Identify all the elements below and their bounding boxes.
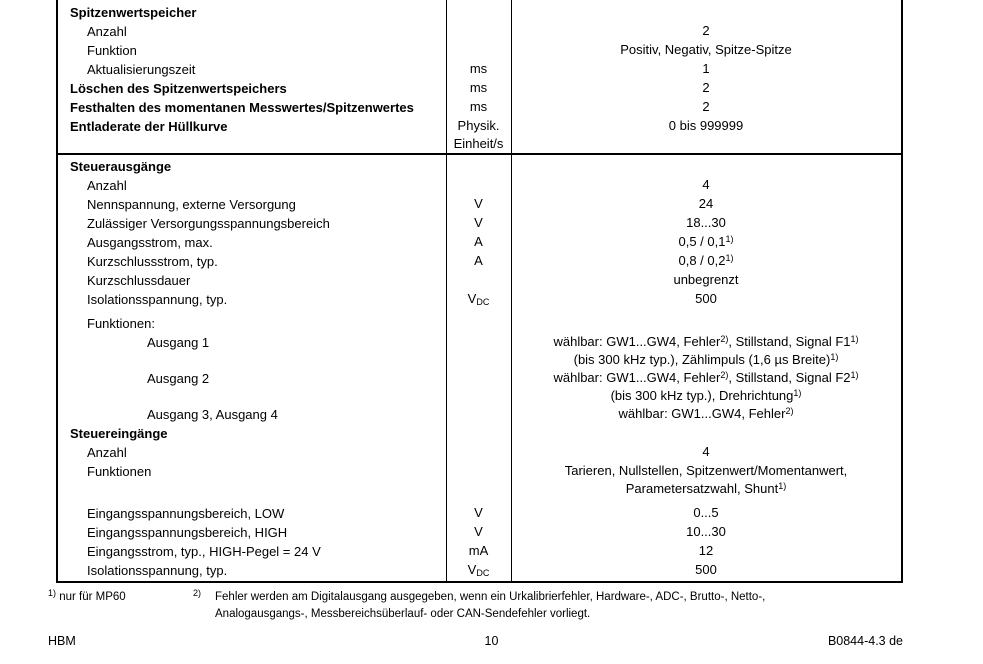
row-label: Anzahl (87, 24, 127, 39)
footnote-2-marker: 2) (193, 587, 202, 598)
row-unit: A (474, 253, 483, 268)
row-label: Ausgang 2 (147, 371, 210, 386)
row-label: Eingangsspannungsbereich, HIGH (87, 525, 288, 540)
footnote-1-marker: 1) (48, 587, 57, 598)
spec-row (58, 561, 901, 580)
row-value: 500 (695, 562, 717, 577)
spec-row (58, 333, 901, 369)
footnote-2-line: Fehler werden am Digitalausgang ausgegeben, wenn ein Urkalibrierfehler, Hardware-, ADC-, Brutto-, Netto-, (215, 591, 766, 603)
row-label: Funktion (87, 43, 137, 58)
row-label: Nennspannung, externe Versorgung (87, 197, 296, 212)
row-value: 18...30 (686, 215, 726, 230)
spec-row (58, 542, 901, 561)
row-value: 0,5 / 0,1$^{1)}$ (678, 233, 734, 249)
spec-row (58, 443, 901, 462)
spec-row (58, 79, 901, 98)
row-value: wählbar: GW1...GW4, Fehler$^{2)}$ (618, 405, 794, 421)
document-id: B0844-4.3 de (827, 634, 903, 648)
footnote-1-text: nur für MP60 (59, 591, 126, 603)
spec-row (58, 233, 901, 252)
spec-row (58, 176, 901, 195)
spec-row (58, 462, 901, 498)
spec-row (58, 195, 901, 214)
spec-row (58, 271, 901, 290)
footer-brand: HBM (48, 634, 76, 648)
spec-row (58, 157, 901, 176)
row-label: Entladerate der Hüllkurve (70, 119, 228, 134)
row-unit: ms (469, 99, 488, 114)
row-label: Ausgang 3, Ausgang 4 (147, 407, 278, 422)
spec-row (58, 214, 901, 233)
spec-row (58, 98, 901, 117)
footnote-2-marker-wrap (193, 589, 215, 606)
row-value: 4 (702, 444, 710, 459)
row-label: Funktionen: (87, 316, 155, 331)
spec-row (58, 369, 901, 405)
row-unit: A (474, 234, 483, 249)
row-value: wählbar: GW1...GW4, Fehler$^{2)}$, Stillstand, Signal F2$^{1)}$ (bis 300 kHz typ.), Drehrichtung$^{1)}$ (553, 369, 859, 403)
spec-row (58, 523, 901, 542)
row-label: Ausgang 1 (147, 335, 210, 350)
spec-table-sections (58, 0, 901, 580)
row-label: Isolationsspannung, typ. (87, 292, 228, 307)
row-label: Steuerausgänge (70, 159, 172, 174)
row-value: 2 (702, 99, 710, 114)
row-unit: $V_{DC}$ (467, 562, 490, 579)
row-unit: $V_{DC}$ (467, 291, 490, 308)
table-section-steuer-ein-ausgaenge (58, 153, 901, 580)
row-label: Eingangsspannungsbereich, LOW (87, 506, 285, 521)
row-value: wählbar: GW1...GW4, Fehler$^{2)}$, Stillstand, Signal F1$^{1)}$ (bis 300 kHz typ.), Zählimpuls (1,6 µs Breite)$^{1)}$ (553, 333, 859, 367)
footnote-2-line: Analogausgangs-, Messbereichsüberlauf- oder CAN-Sendefehler vorliegt. (215, 608, 591, 620)
footnotes (48, 589, 908, 623)
row-label: Anzahl (87, 445, 127, 460)
row-value: 0,8 / 0,2$^{1)}$ (678, 252, 734, 268)
spec-row (58, 3, 901, 22)
spec-row (58, 252, 901, 271)
spec-row (58, 22, 901, 41)
row-value: 2 (702, 23, 710, 38)
row-unit: Physik. Einheit/s (453, 118, 504, 151)
row-label: Zulässiger Versorgungsspannungsbereich (87, 216, 330, 231)
spec-row (58, 117, 901, 153)
spec-row (58, 41, 901, 60)
column-divider (446, 0, 447, 581)
row-label: Festhalten des momentanen Messwertes/Spitzenwertes (70, 100, 414, 115)
page-number: 10 (484, 634, 499, 648)
row-label: Steuereingänge (70, 426, 168, 441)
row-label: Eingangsstrom, typ., HIGH-Pegel = 24 V (87, 544, 321, 559)
column-divider (511, 0, 512, 581)
row-unit: V (474, 215, 483, 230)
row-unit: V (474, 196, 483, 211)
row-value: 12 (698, 543, 714, 558)
table-section-spitzenwertspeicher (58, 0, 901, 153)
row-value: 4 (702, 177, 710, 192)
row-unit: ms (469, 80, 488, 95)
spec-table (56, 0, 903, 583)
spec-row (58, 504, 901, 523)
row-label: Isolationsspannung, typ. (87, 563, 228, 578)
row-value: 0 bis 999999 (668, 118, 744, 133)
row-value: 10...30 (686, 524, 726, 539)
row-label: Ausgangsstrom, max. (87, 235, 213, 250)
spec-row (58, 424, 901, 443)
row-value: 0...5 (693, 505, 719, 520)
row-unit: V (474, 505, 483, 520)
row-value: Positiv, Negativ, Spitze-Spitze (620, 42, 792, 57)
row-unit: ms (469, 61, 488, 76)
footnote-2 (215, 589, 908, 623)
row-value: 500 (695, 291, 717, 306)
row-unit: V (474, 524, 483, 539)
row-label: Funktionen (87, 464, 152, 479)
spec-row (58, 405, 901, 424)
spec-row (58, 290, 901, 309)
footnote-1 (48, 589, 193, 606)
row-value: Tarieren, Nullstellen, Spitzenwert/Momentanwert, Parametersatzwahl, Shunt$^{1)}$ (564, 463, 848, 496)
row-value: unbegrenzt (673, 272, 739, 287)
spec-row (58, 60, 901, 79)
row-label: Kurzschlussstrom, typ. (87, 254, 218, 269)
row-label: Kurzschlussdauer (87, 273, 191, 288)
row-value: 24 (698, 196, 714, 211)
row-label: Anzahl (87, 178, 127, 193)
row-label: Spitzenwertspeicher (70, 5, 197, 20)
row-value: 1 (702, 61, 710, 76)
row-unit: mA (468, 543, 489, 558)
row-label: Aktualisierungszeit (87, 62, 196, 77)
spec-row (58, 314, 901, 333)
row-label: Löschen des Spitzenwertspeichers (70, 81, 287, 96)
row-value: 2 (702, 80, 710, 95)
